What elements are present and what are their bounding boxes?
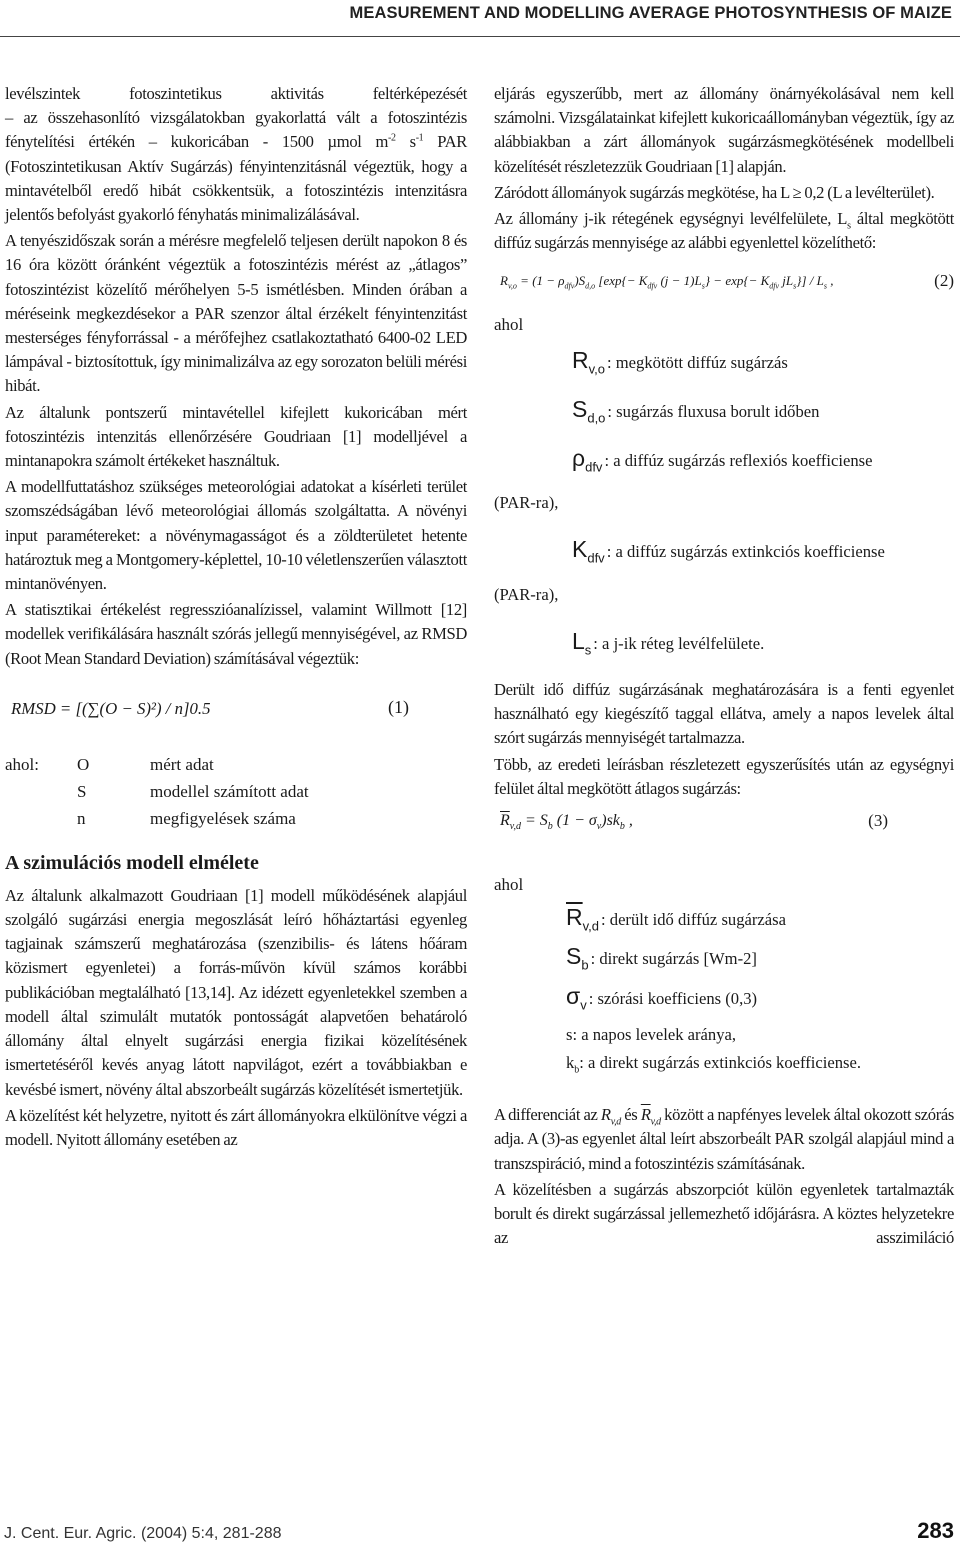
variable-description: : a j-ik réteg levélfelülete. (593, 633, 765, 653)
running-header: MEASUREMENT AND MODELLING AVERAGE PHOTOSYNTHESIS OF MAIZE (349, 4, 952, 22)
equation-2 (494, 267, 954, 299)
p6-pre: A differenciát az (494, 1105, 598, 1125)
equation-3-number: (3) (868, 811, 888, 831)
variable-description: : derült idő diffúz sugárzása (601, 910, 786, 930)
ahol-label-1: ahol (494, 315, 524, 335)
variable-row (572, 348, 954, 375)
right-paragraph-3-a: Az állomány j-ik rétegének egységnyi levélfelülete, L (494, 209, 848, 229)
where-cell: mért adat (150, 754, 214, 774)
variable-symbol-sub: v,o (588, 361, 606, 377)
variable-row (572, 446, 954, 473)
where-cell: modellel számított adat (150, 781, 309, 801)
var-k (566, 1051, 954, 1075)
variable-symbol-main: R (572, 346, 589, 373)
variable-description: : megkötött diffúz sugárzás (607, 352, 788, 372)
variable-symbol (572, 346, 606, 377)
var-s: s: a napos levelek aránya, (566, 1024, 737, 1044)
where-cell: S (77, 781, 87, 801)
variable-description: : a diffúz sugárzás reflexiós koefficiense (604, 451, 873, 471)
variable-symbol-sub: s (584, 642, 592, 658)
variable-symbol-sub: dfv (587, 551, 605, 567)
paragraph-5: A statisztikai értékelést regresszióanalízissel, valamint Willmott [12] modellek verifikálására használt szórás jellegű mennyiségével, az RMSD (Root Mean Standard Deviation) számításával végeztük: (5, 600, 467, 668)
right-paragraph-1: eljárás egyszerűbb, mert az állomány önárnyékolásával nem kell számolni. Vizsgálatainkat kifejlett kukoricaállományban végeztük, így az alábbiakban a zárt állományok sugárzásmegkötésének modellbeli közelítését részletezzük Goudriaan [1] alapján. (494, 84, 954, 176)
equation-3 (494, 807, 954, 837)
right-paragraph-5: Több, az eredeti leírásban részletezett egyszerűsítés után az egységnyi felület által megkötött átlagos sugárzás: (494, 754, 954, 798)
where-cell: megfigyelések száma (150, 808, 296, 828)
variable-row (566, 943, 954, 974)
p6-post: között a napfényes levelek által okozott szórás adja. A (3)-as egyenlet által leírt abszorbeált PAR szolgál alapjául mind a transzspiráció, mind a fotoszintézis számításának. (494, 1105, 955, 1173)
where-cell: n (77, 808, 86, 828)
variable-row (572, 629, 954, 656)
variable-continuation: (PAR-ra), (494, 584, 559, 604)
where-row (5, 753, 309, 780)
variable-description: : a diffúz sugárzás extinkciós koefficiense (606, 542, 885, 562)
paragraph-1 (5, 82, 467, 227)
variable-symbol (572, 627, 592, 658)
right-paragraph-6 (494, 1103, 954, 1176)
where-cell (5, 780, 77, 807)
variable-symbol (566, 982, 587, 1013)
variable-symbol (572, 445, 603, 475)
s-unit: s (409, 132, 416, 152)
variable-symbol-main: S (572, 395, 588, 422)
variable-symbol-sub: b (581, 958, 589, 974)
variable-symbol-sub: d,o (587, 410, 606, 426)
section-title: A szimulációs modell elmélete (5, 851, 259, 874)
page-number: 283 (917, 1518, 954, 1543)
variable-symbol (572, 395, 606, 426)
variable-description: : direkt sugárzás [Wm-2] (590, 949, 757, 969)
var-k-sub: b (574, 1064, 580, 1076)
variable-continuation: (PAR-ra), (494, 493, 559, 513)
footer-citation: J. Cent. Eur. Agric. (2004) 5:4, 281-288 (4, 1525, 282, 1542)
paragraph-1-text-2: PAR (Fotoszintetikusan Aktív Sugárzás) fényintenzitásnál végeztük, hogy a mintavételből eredő hibát csökkentsük, a fotoszintézis intenzitásra jelentős befolyást gyakorló fényhatás minimalizálásával. (5, 132, 467, 225)
right-paragraph-2: Záródott állományok sugárzás megkötése, ha L ≥ 0,2 (L a levélterület). (494, 182, 935, 202)
variable-symbol-sub: v,d (582, 918, 600, 934)
right-paragraph-3-b: által megkötött diffúz sugárzás mennyisége az alábbi egyenlettel közelíthető: (494, 209, 954, 253)
var-k-desc: : a direkt sugárzás extinkciós koefficiense. (579, 1053, 861, 1073)
right-paragraph-3-sub: s (847, 220, 851, 232)
paragraph-3: Az általunk pontszerű mintavétellel kifejlett kukoricában mért fotoszintézis intenzitás ellenőrzésére Goudriaan [1] modelljével a mintanapokra számolt értékeket használtuk. (5, 402, 467, 471)
variable-symbol-sub: dfv (585, 459, 603, 475)
right-paragraph-4: Derült idő diffúz sugárzásának meghatározására is a fenti egyenlet használható egy kiegészítő taggal ellátva, amely a napos levelek által szórt sugárzás mennyiségét tartalmazza. (494, 680, 954, 748)
paragraph-1-line1: levélszintek fotoszintetikus aktivitás feltérképezését (5, 84, 467, 103)
paragraph-2: A tenyészidőszak során a mérésre megfelelő teljesen derült napokon 8 és 16 óra között óránként végeztük a fotoszintézis mérést az „átlagos” fotoszintézist közelítő mérőhelyen 5-5 ismétlésben. Minden órában a méréseink megkezdésekor a PAR szenzor által érzékelt fényintenzitást mesterséges fényforrással - a mérőfejhez csatlakoztatható 6400-02 LED lámpával - biztosítottuk, így minimalizálva az egy sorozaton belüli mérési hibát. (5, 231, 467, 396)
where-cell: O (77, 754, 90, 774)
variable-symbol (566, 904, 600, 934)
equation-1 (5, 689, 467, 745)
paragraph-7: A közelítést két helyzetre, nyitott és zárt állományokra elkülönítve végzi a modell. Nyitott állomány esetében az (5, 1105, 467, 1149)
where-row (5, 780, 309, 807)
equation-2-formula: $R_{v,o} = (1 - \rho_{dfv})S_{d,o}$ [$\exp\{- K_{dfv}$ $(j - 1)L_s\} - \exp\{- K_{dfv}$ $jL_s\}] / L_s$ , (500, 273, 834, 292)
variable-symbol (572, 536, 605, 567)
variable-symbol (566, 943, 589, 974)
variable-row (572, 536, 954, 567)
variable-symbol-main: K (572, 536, 588, 563)
p6-rvd: $R_{v,d}$ (600, 1105, 621, 1128)
where-row (5, 807, 309, 834)
variable-symbol-main: L (572, 627, 585, 654)
variable-description: : szórási koefficiens (0,3) (588, 988, 758, 1008)
variable-description: : sugárzás fluxusa borult időben (607, 401, 820, 421)
right-column (494, 82, 954, 1253)
variable-symbol-main: σ (566, 982, 581, 1009)
equation-2-number: (2) (934, 271, 954, 291)
variable-row (566, 905, 954, 932)
variable-list-1 (494, 348, 954, 656)
right-paragraph-3 (494, 207, 954, 255)
variable-row (572, 397, 954, 424)
variable-list-2 (494, 905, 954, 1011)
where-cell (5, 807, 77, 834)
header-rule (0, 36, 960, 37)
sup-m: -2 (388, 132, 396, 144)
paragraph-4: A modellfuttatáshoz szükséges meteorológiai adatokat a kísérleti terület szomszédságában lévő meteorológiai állomás szolgáltatta. A növényi input paramétereket: a növénymagasságot és a zöldterületet hetente határoztuk meg a Montgomery-képlettel, 10-10 véletlenszerűen választott mintanövényen. (5, 477, 467, 594)
right-paragraph-7: A közelítésben a sugárzás abszorpciót külön egyenletek tartalmazták borult és direkt sugárzással jellemezhető időjárásra. A köztes helyzetekre az asszimiláció (494, 1179, 954, 1248)
variable-symbol-main: ρ (572, 445, 586, 472)
ahol-label-2: ahol (494, 875, 524, 895)
var-k-symbol: k (566, 1053, 575, 1073)
left-column (5, 82, 467, 1154)
equation-1-number: (1) (388, 696, 409, 717)
variable-symbol-main: $\overline{R}$ (566, 904, 583, 931)
variable-symbol-main: S (566, 943, 582, 970)
variable-symbol-sub: v (580, 997, 587, 1013)
equation-1-formula: RMSD = [(∑(O − S)²) / n]0.5 (11, 698, 211, 718)
where-table (5, 753, 309, 834)
paragraph-6: Az általunk alkalmazott Goudriaan [1] modell működésének alapjául szolgáló sugárzási energia megoszlását leíró hőháztartási egyenleg tagjainak számszerű meghatározása (szenzibilis- és látens hőáram közismert egyenletei) a forrás-művön kívül számos korábbi publikációban megtalálható [13,14]. Az idézett egyenletekkel szemben a modell által szimulált mutatók pontosságát alapvetően behatároló állomány által elnyelt sugárzási energia fizikai közelítésének ismertetéséről kevés anyag látott napvilágot, ezért a továbbiakban e kevésbé ismert, növény által abszorbeált sugárzás közelítését ismertetjük. (5, 885, 467, 1099)
variable-row (566, 984, 954, 1011)
equation-3-formula: $\overline{R}_{v,d} = S_b$ $(1 - \sigma_v)sk_b$ , (500, 812, 633, 833)
p6-rvd-bar: $\overline{R}_{v,d}$ (640, 1105, 661, 1128)
where-cell: ahol: (5, 754, 39, 774)
sup-s: -1 (415, 132, 424, 144)
p6-mid: és (624, 1105, 638, 1125)
paragraph-1-text: – az összehasonlító vizsgálatokban gyakorlattá vált a fotoszintézis fénytelítési értékén – kukoricában - 1500 µmol m (5, 108, 467, 152)
